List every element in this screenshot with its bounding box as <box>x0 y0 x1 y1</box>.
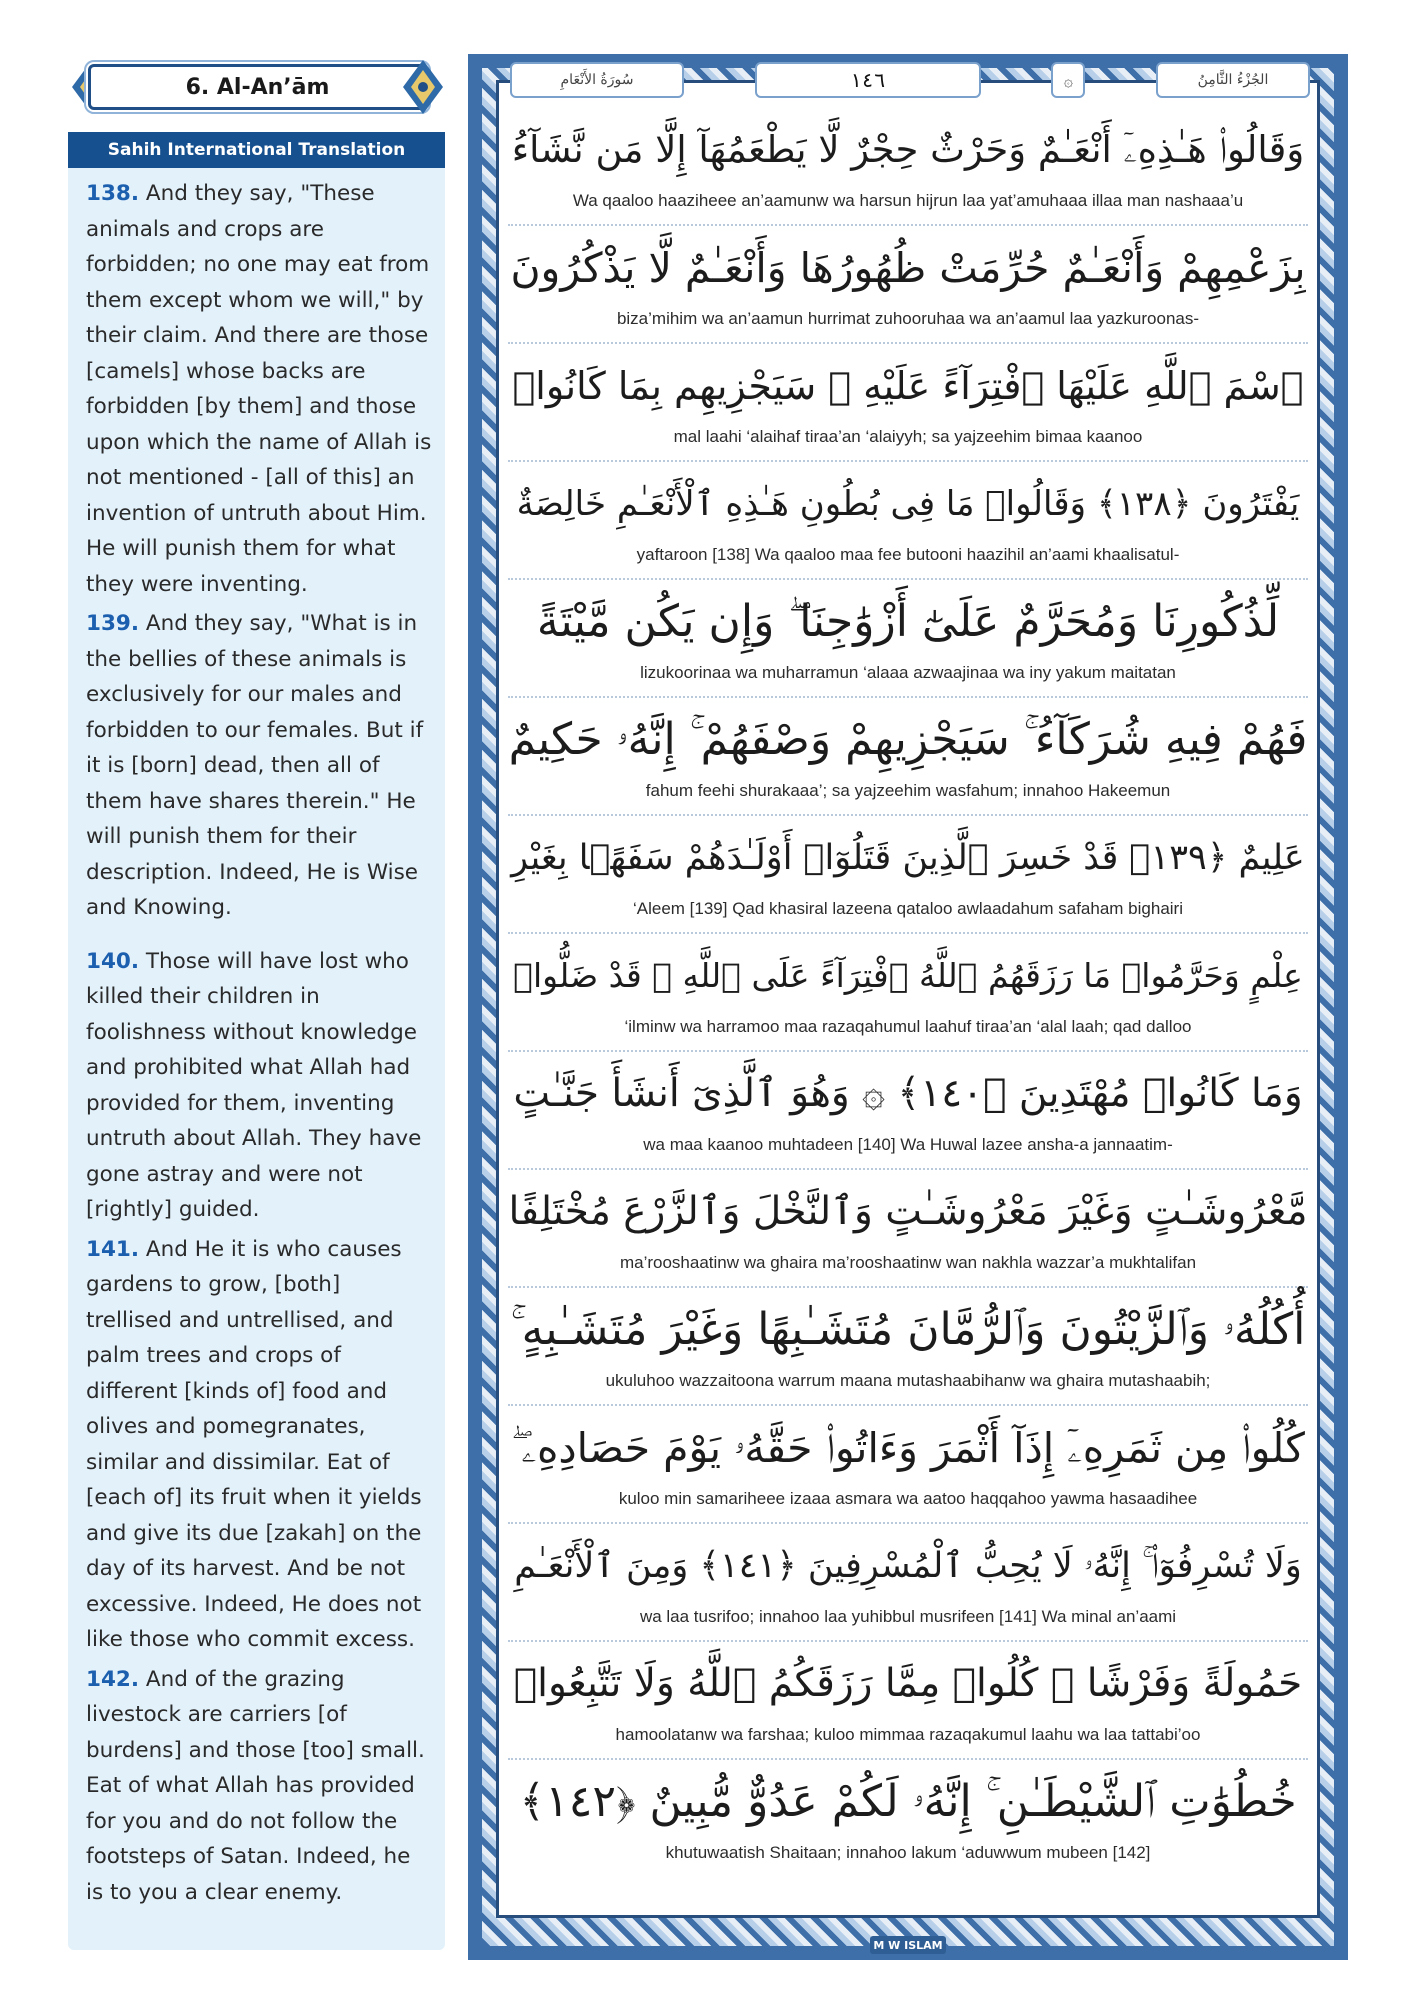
arabic-text: مَّعْرُوشَـٰتٍ وَغَيْرَ مَعْرُوشَـٰتٍ وَٱلنَّخْلَ وَٱلزَّرْعَ مُخْتَلِفًا <box>508 1189 1308 1234</box>
quran-line <box>508 1524 1308 1642</box>
transliteration: ‘Aleem [139] Qad khasiral lazeena qataloo awlaadahum safaham bighairi <box>632 899 1183 918</box>
arabic-text: خُطُوَٰتِ ٱلشَّيْطَـٰنِ ۚ إِنَّهُۥ لَكُمْ عَدُوٌّ مُّبِينٌ ﴿١٤٢﴾ <box>519 1776 1297 1827</box>
header-page-number: ١٤٦ <box>755 62 981 98</box>
arabic-text: أُكُلُهُۥ وَٱلزَّيْتُونَ وَٱلرُّمَّانَ مُتَشَـٰبِهًا وَغَيْرَ مُتَشَـٰبِهٍ ۚ <box>510 1304 1306 1355</box>
transliteration: kuloo min samariheee izaaa asmara wa aatoo haqqahoo yawma hasaadihee <box>618 1489 1198 1508</box>
arabic-text: وَمَا كَانُوا۟ مُهْتَدِينَ ﴿١٤٠﴾ ۞ وَهُوَ ٱلَّذِىٓ أَنشَأَ جَنَّـٰتٍ <box>513 1071 1303 1116</box>
arabic-text: لِّذُكُورِنَا وَمُحَرَّمٌ عَلَىٰٓ أَزْوَٰجِنَا ۖ وَإِن يَكُن مَّيْتَةً <box>536 596 1280 647</box>
arabic-text: كُلُوا۟ مِن ثَمَرِهِۦٓ إِذَآ أَثْمَرَ وَءَاتُوا۟ حَقَّهُۥ يَوْمَ حَصَادِهِۦ ۖ <box>511 1424 1305 1472</box>
translation-verse: 138. And they say, "These animals and crops are forbidden; no one may eat from them except whom we will," by their claim. And there are those [camels] whose backs are forbidden [by them] and those upon which the name of Allah is not mentioned - [all of this] an invention of untruth about Him. He will punish them for what they were inventing. <box>86 181 432 597</box>
transliteration: khutuwaatish Shaitaan; innahoo lakum ‘aduwwum mubeen [142] <box>665 1843 1151 1862</box>
mushaf-page-header <box>510 60 1310 100</box>
arabic-text: بِزَعْمِهِمْ وَأَنْعَـٰمٌ حُرِّمَتْ ظُهُورُهَا وَأَنْعَـٰمٌ لَّا يَذْكُرُونَ <box>510 244 1306 292</box>
transliteration: fahum feehi shurakaaa’; sa yajzeehim wasfahum; innahoo Hakeemun <box>645 781 1171 800</box>
quran-line <box>508 1170 1308 1288</box>
translation-verse: 141. And He it is who causes gardens to grow, [both] trellised and untrellised, and palm trees and crops of different [kinds of] food and olives and pomegranates, similar and dissimilar. Eat of [each of] its fruit when it yields and give its due [zakah] on the day of its harvest. And be not excessive. Indeed, He does not like those who commit excess. <box>86 1236 422 1652</box>
arabic-text: وَقَالُوا۟ هَـٰذِهِۦٓ أَنْعَـٰمٌ وَحَرْثٌ حِجْرٌ لَّا يَطْعَمُهَآ إِلَّا مَن نَّشَآءُ <box>511 128 1305 171</box>
translation-verse: 139. And they say, "What is in the bellies of these animals is exclusively for our males and forbidden to our females. But if it is [born] dead, then all of them have shares therein." He will punish them for their description. Indeed, He is Wise and Knowing. <box>86 611 424 920</box>
quran-line <box>508 108 1308 226</box>
transliteration: mal laahi ‘alaihaf tiraa’an ‘alaiyyh; sa yajzeehim bimaa kaanoo <box>673 427 1143 446</box>
translation-verse: 142. And of the grazing livestock are carriers [of burdens] and those [too] small. Eat of what Allah has provided for you and do not follow the footsteps of Satan. Indeed, he is to you a clear enemy. <box>86 1666 425 1905</box>
translation-header: Sahih International Translation <box>68 132 445 168</box>
arabic-text: عَلِيمٌ ﴿١٣٩﴾ قَدْ خَسِرَ ٱلَّذِينَ قَتَلُوٓا۟ أَوْلَـٰدَهُمْ سَفَهًۢا بِغَيْرِ <box>511 838 1305 878</box>
translation-panel <box>68 132 445 1950</box>
transliteration: ukuluhoo wazzaitoona warrum maana mutashaabihanw wa ghaira mutashaabih; <box>605 1371 1211 1390</box>
quran-line <box>508 1052 1308 1170</box>
quran-line <box>508 226 1308 344</box>
header-juz-name: الجُزْءُ الثَّامِنُ <box>1156 62 1310 98</box>
arabic-text: يَفْتَرُونَ ﴿١٣٨﴾ وَقَالُوا۟ مَا فِى بُطُونِ هَـٰذِهِ ٱلْأَنْعَـٰمِ خَالِصَةٌ <box>516 484 1300 524</box>
transliteration: wa maa kaanoo muhtadeen [140] Wa Huwal lazee ansha-a jannaatim- <box>643 1135 1173 1154</box>
header-surah-name: سُورَةُ الأَنْعَامِ <box>510 62 684 98</box>
transliteration: yaftaroon [138] Wa qaaloo maa fee butooni haazihil an’aami khaalisatul- <box>636 545 1180 564</box>
arabic-text: فَهُمْ فِيهِ شُرَكَآءُ ۚ سَيَجْزِيهِمْ وَصْفَهُمْ ۚ إِنَّهُۥ حَكِيمٌ <box>508 714 1308 765</box>
arabic-text: ٱسْمَ ٱللَّهِ عَلَيْهَا ٱفْتِرَآءً عَلَيْهِ ۚ سَيَجْزِيهِم بِمَا كَانُوا۟ <box>512 364 1304 408</box>
transliteration: hamoolatanw wa farshaa; kuloo mimmaa razaqakumul laahu wa laa tattabi’oo <box>615 1725 1201 1744</box>
quran-line <box>508 462 1308 580</box>
transliteration: Wa qaaloo haaziheee an’aamunw wa harsun hijrun laa yat’amuhaaa illaa man nashaaa’u <box>572 191 1244 210</box>
quran-line <box>508 1642 1308 1760</box>
transliteration: ma’rooshaatinw wa ghaira ma’rooshaatinw wan nakhla wazzar’a mukhtalifan <box>619 1253 1197 1272</box>
transliteration: biza’mihim wa an’aamun hurrimat zuhooruhaa wa an’aamul laa yazkuroonas- <box>616 309 1200 328</box>
arabic-text: وَلَا تُسْرِفُوٓا۟ ۚ إِنَّهُۥ لَا يُحِبُّ ٱلْمُسْرِفِينَ ﴿١٤١﴾ وَمِنَ ٱلْأَنْعَـٰمِ <box>514 1546 1302 1586</box>
quran-line <box>508 344 1308 462</box>
translation-verse: 140. Those will have lost who killed their children in foolishness without knowledge and prohibited what Allah had provided for them, inventing untruth about Allah. They have gone astray and were not [rightly] guided. <box>86 948 422 1222</box>
juz-marker-icon: ۞ <box>1051 62 1085 98</box>
quran-line <box>508 934 1308 1052</box>
transliteration: lizukoorinaa wa muharramun ‘alaaa azwaajinaa wa iny yakum maitatan <box>640 663 1176 682</box>
quran-line <box>508 1406 1308 1524</box>
ornament-right-icon <box>401 58 445 116</box>
quran-line <box>508 698 1308 816</box>
footer-brand-logo: M W ISLAM <box>870 1936 946 1954</box>
quran-line <box>508 1760 1308 1878</box>
arabic-text: حَمُولَةً وَفَرْشًا ۚ كُلُوا۟ مِمَّا رَزَقَكُمُ ٱللَّهُ وَلَا تَتَّبِعُوا۟ <box>513 1661 1303 1706</box>
quran-line <box>508 816 1308 934</box>
transliteration: wa laa tusrifoo; innahoo laa yuhibbul musrifeen [141] Wa minal an’aami <box>639 1607 1177 1626</box>
translation-body <box>68 168 445 1910</box>
surah-title: 6. Al-An’ām <box>185 74 330 100</box>
transliteration: ‘ilminw wa harramoo maa razaqahumul laahuf tiraa’an ‘alal laah; qad dalloo <box>624 1017 1192 1036</box>
quran-lines <box>508 108 1308 1878</box>
surah-title-banner <box>70 58 445 116</box>
arabic-text: عِلْمٍ وَحَرَّمُوا۟ مَا رَزَقَهُمُ ٱللَّهُ ٱفْتِرَآءً عَلَى ٱللَّهِ ۚ قَدْ ضَلُّوا۟ <box>513 956 1303 995</box>
quran-line <box>508 580 1308 698</box>
quran-line <box>508 1288 1308 1406</box>
